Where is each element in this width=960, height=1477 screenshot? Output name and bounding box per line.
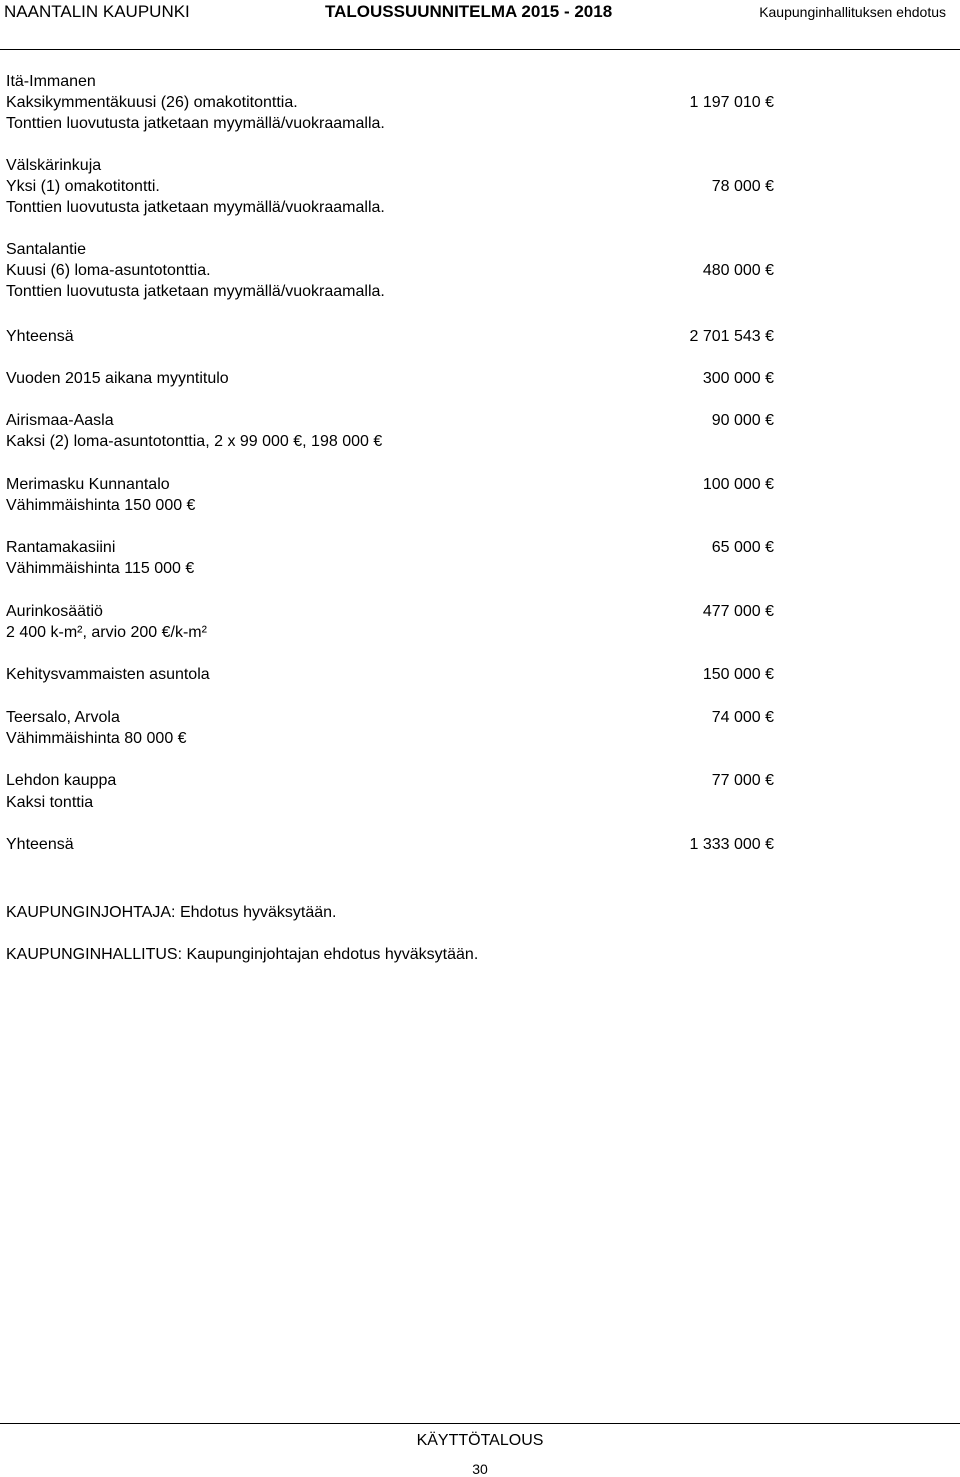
item-amount: 1 197 010 € xyxy=(689,94,774,111)
footer-rule xyxy=(0,1423,960,1424)
item-title: Kehitysvammaisten asuntola xyxy=(6,666,210,683)
item-title: Lehdon kauppa xyxy=(6,772,117,789)
item-amount: 477 000 € xyxy=(702,603,774,620)
item-amount: 90 000 € xyxy=(711,412,774,429)
item-amount: 480 000 € xyxy=(702,262,774,279)
item-amount: 77 000 € xyxy=(711,772,774,789)
total-label: Yhteensä xyxy=(6,836,74,853)
total-label: Yhteensä xyxy=(6,328,74,345)
board-decision: KAUPUNGINHALLITUS: Kaupunginjohtajan ehdotus hyväksytään. xyxy=(6,946,479,963)
item-amount: 78 000 € xyxy=(711,178,774,195)
section-heading: Itä-Immanen xyxy=(6,73,96,90)
item-amount: 74 000 € xyxy=(711,709,774,726)
item-note: Kaksi tonttia xyxy=(6,794,94,811)
item-title: Merimasku Kunnantalo xyxy=(6,476,170,493)
item-note: Kaksi (2) loma-asuntotonttia, 2 x 99 000 €, 198 000 € xyxy=(6,433,383,450)
header-title: TALOUSSUUNNITELMA 2015 - 2018 xyxy=(325,2,613,21)
item-description: Kaksikymmentäkuusi (26) omakotitonttia. xyxy=(6,94,298,111)
header-subtitle: Kaupunginhallituksen ehdotus xyxy=(759,4,946,20)
mayor-proposal: KAUPUNGINJOHTAJA: Ehdotus hyväksytään. xyxy=(6,904,337,921)
item-title: Airismaa-Aasla xyxy=(6,412,114,429)
item-description: Kuusi (6) loma-asuntotonttia. xyxy=(6,262,211,279)
item-title: Teersalo, Arvola xyxy=(6,709,120,726)
page-header xyxy=(0,0,960,22)
item-description: Yksi (1) omakotitontti. xyxy=(6,178,160,195)
item-note: Tonttien luovutusta jatketaan myymällä/vuokraamalla. xyxy=(6,115,385,132)
header-org: NAANTALIN KAUPUNKI xyxy=(4,2,190,21)
item-note: Vähimmäishinta 80 000 € xyxy=(6,730,187,747)
total-amount: 1 333 000 € xyxy=(689,836,774,853)
sales-income-label: Vuoden 2015 aikana myyntitulo xyxy=(6,370,229,387)
section-heading: Välskärinkuja xyxy=(6,157,102,174)
section-heading: Santalantie xyxy=(6,241,87,258)
item-note: Tonttien luovutusta jatketaan myymällä/vuokraamalla. xyxy=(6,199,385,216)
footer-section-title: KÄYTTÖTALOUS xyxy=(416,1432,544,1449)
item-amount: 150 000 € xyxy=(702,666,774,683)
item-note: Tonttien luovutusta jatketaan myymällä/vuokraamalla. xyxy=(6,283,385,300)
page-number: 30 xyxy=(472,1461,488,1477)
item-note: Vähimmäishinta 115 000 € xyxy=(6,560,195,577)
sales-income-amount: 300 000 € xyxy=(702,370,774,387)
item-title: Rantamakasiini xyxy=(6,539,116,556)
total-amount: 2 701 543 € xyxy=(689,328,774,345)
item-amount: 100 000 € xyxy=(702,476,774,493)
item-note: 2 400 k-m², arvio 200 €/k-m² xyxy=(6,624,207,641)
item-amount: 65 000 € xyxy=(711,539,774,556)
header-rule xyxy=(0,49,960,50)
item-note: Vähimmäishinta 150 000 € xyxy=(6,497,196,514)
item-title: Aurinkosäätiö xyxy=(6,603,103,620)
